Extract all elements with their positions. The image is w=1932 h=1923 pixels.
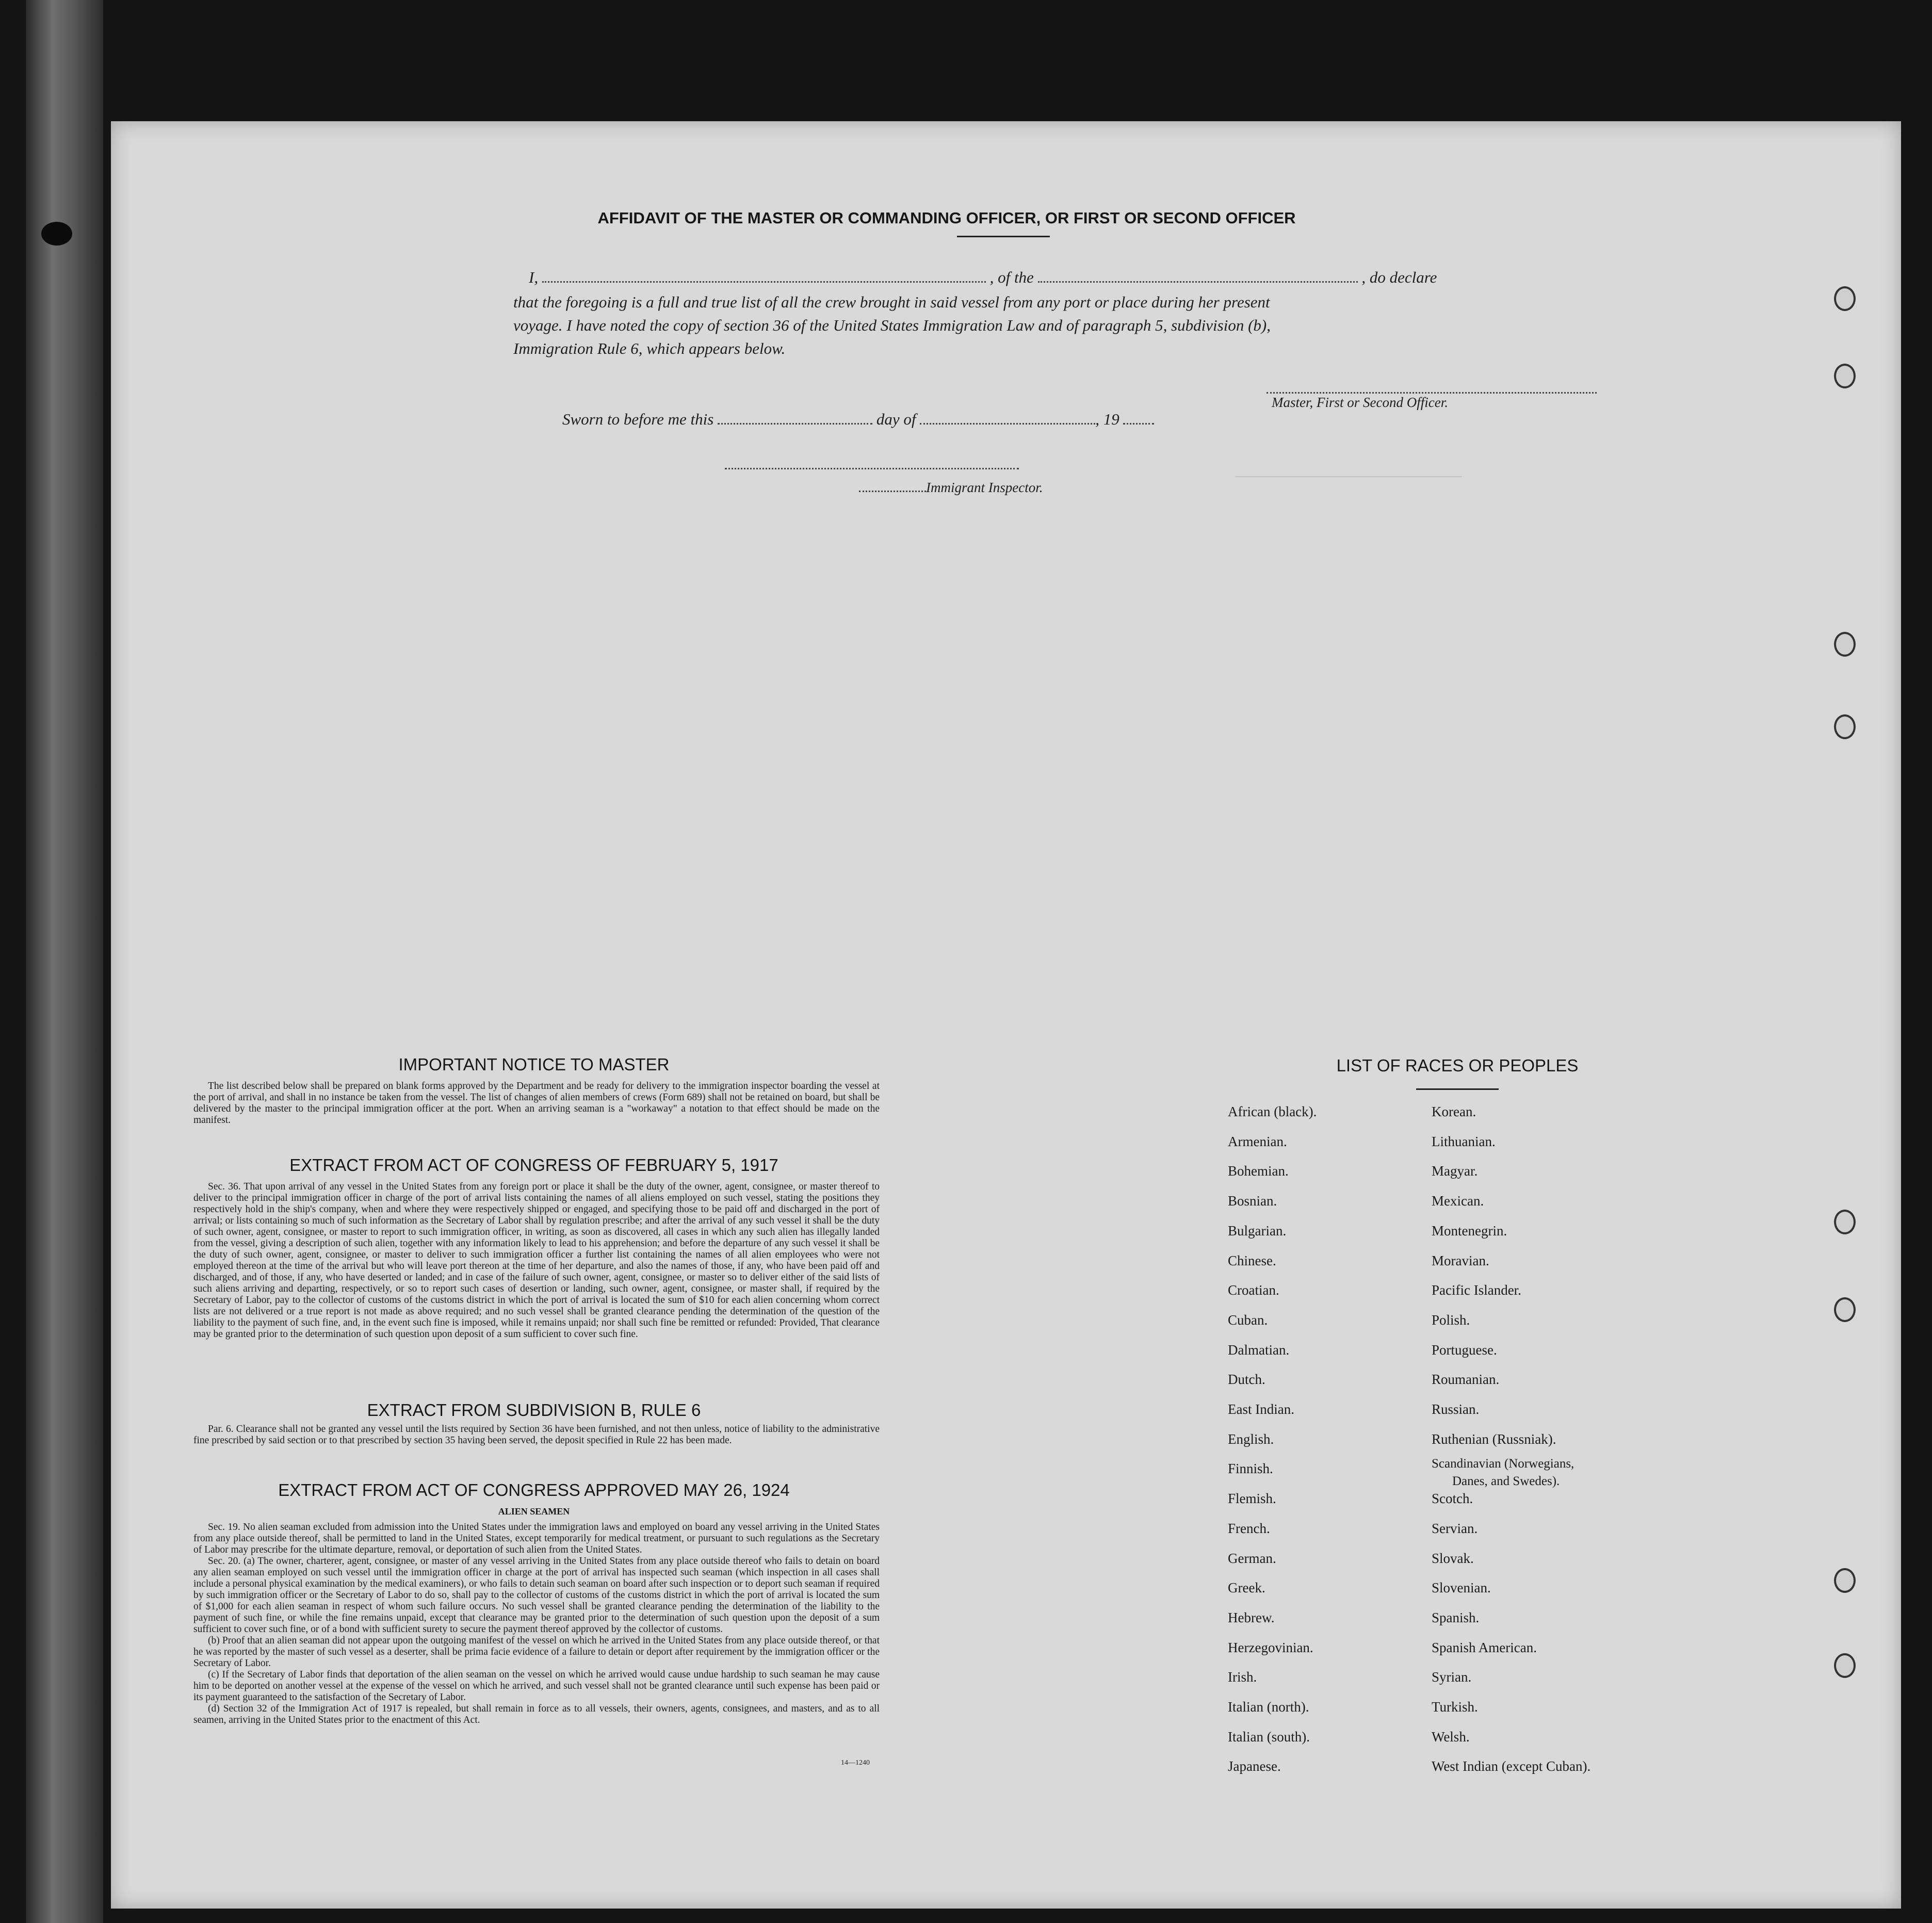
- race-item: Slovenian.: [1432, 1580, 1491, 1596]
- sworn-year: , 19: [1095, 410, 1119, 428]
- title-underline: [957, 236, 1050, 237]
- race-item: African (black).: [1228, 1104, 1317, 1119]
- section-19: Sec. 19. No alien seaman excluded from admission into the United States under the immigration laws and employed on board any vessel arriving in the United States from any place outside thereof, shall be permitted to land in the United States, except temporarily for medical treatment, or pursuant to such regulations as the Secretary of Labor may prescribe for the ultimate departure, removal, or deportation of such alien from the United States.: [193, 1522, 880, 1555]
- race-item: Korean.: [1432, 1104, 1476, 1119]
- race-item: Portuguese.: [1432, 1342, 1497, 1358]
- punch-hole: [1834, 364, 1856, 388]
- signature-blank[interactable]: [1267, 392, 1597, 394]
- punch-hole: [1834, 1210, 1856, 1234]
- punch-hole: [1834, 1568, 1856, 1593]
- race-item: Italian (north).: [1228, 1699, 1309, 1715]
- race-item: Moravian.: [1432, 1252, 1489, 1268]
- sworn-line: [562, 410, 1154, 429]
- race-item: Spanish American.: [1432, 1639, 1537, 1655]
- of-the: , of the: [989, 268, 1034, 286]
- race-item: Japanese.: [1228, 1758, 1281, 1774]
- form-number: 14—1240: [841, 1759, 870, 1767]
- race-item: Danes, and Swedes).: [1452, 1474, 1560, 1489]
- extract-1917-title: EXTRACT FROM ACT OF CONGRESS OF FEBRUARY 5, 1917: [289, 1155, 778, 1175]
- sworn-text: Sworn to before me this: [562, 410, 714, 428]
- punch-hole: [1834, 714, 1856, 739]
- paragraph-6: Par. 6. Clearance shall not be granted any vessel until the lists required by Section 36 have been furnished, and not then unless, notice of liability to the administrative fine prescribed by said section or to that prescribed by section 35 having been served, the deposit specified in Rule 22 has been made.: [193, 1424, 880, 1446]
- name-blank[interactable]: [542, 281, 986, 283]
- race-item: Flemish.: [1228, 1491, 1276, 1507]
- punch-hole: [1834, 1653, 1856, 1678]
- extract-1924-text: [193, 1522, 880, 1726]
- declaration-i: I,: [529, 268, 539, 286]
- rule6-text: [193, 1424, 880, 1446]
- race-item: Lithuanian.: [1432, 1133, 1496, 1149]
- races-title: LIST OF RACES OR PEOPLES: [1336, 1056, 1579, 1075]
- race-item: Italian (south).: [1228, 1729, 1310, 1745]
- race-item: Greek.: [1228, 1580, 1265, 1596]
- alien-seamen-subtitle: ALIEN SEAMEN: [498, 1506, 570, 1517]
- inspector-signature-blank[interactable]: [725, 468, 1019, 469]
- sworn-month-blank[interactable]: [920, 423, 1095, 425]
- race-item: West Indian (except Cuban).: [1432, 1758, 1591, 1774]
- race-item: French.: [1228, 1520, 1270, 1536]
- race-item: Scandinavian (Norwegians,: [1432, 1457, 1574, 1471]
- rule6-title: EXTRACT FROM SUBDIVISION B, RULE 6: [367, 1400, 701, 1420]
- declaration-line-1: [529, 268, 1437, 287]
- declaration-line-4: Immigration Rule 6, which appears below.: [513, 339, 786, 357]
- extract-1917-text: [193, 1181, 880, 1340]
- book-binding: [26, 0, 103, 1923]
- race-item: Dutch.: [1228, 1372, 1265, 1388]
- race-item: Welsh.: [1432, 1729, 1470, 1745]
- race-item: Hebrew.: [1228, 1609, 1275, 1625]
- race-item: Slovak.: [1432, 1550, 1474, 1566]
- section-20a: Sec. 20. (a) The owner, charterer, agent, consignee, or master of any vessel arriving in the United States from any place outside thereof who fails to detain on board any alien seaman employed on such vessel until the immigration officer in charge at the port of arrival has inspected such seaman (which inspection in all cases shall include a personal physical examination by the medical examiners), or who fails to detain such seaman on board after such inspection or to deport such seaman if required by such immigration officer or the Secretary of Labor to do so, shall pay to the collector of customs of the customs district in which the port of arrival is located the sum of $1,000 for each alien seaman in respect of whom such failure occurs. No such vessel shall be granted clearance pending the determination of the liability to the payment of such fine, or while the fine remains unpaid, except that clearance may be granted prior to the determination of such question upon the deposit of a sum sufficient to cover such fine, or of a bond with sufficient surety to secure the payment thereof approved by the collector of customs.: [193, 1556, 880, 1635]
- sworn-year-blank[interactable]: [1123, 423, 1154, 425]
- section-36: Sec. 36. That upon arrival of any vessel in the United States from any foreign port or place it shall be the duty of the owner, agent, consignee, or master thereof to deliver to the principal immigration officer in charge of the port of arrival lists containing the names of all aliens employed on such vessel, stating the positions they respectively hold in the ship's company, when and where they were respectively shipped or engaged, and specifying those to be paid off and discharged in the port of arrival; or lists containing so much of such information as the Secretary of Labor shall by regulation prescribe; and after the arrival of any such vessel it shall be the duty of such owner, agent, consignee, or master to report to such immigration officer, in writing, as soon as discovered, all cases in which any such alien has illegally landed from the vessel, giving a description of such alien, together with any information likely to lead to his apprehension; and before the departure of any such vessel it shall be the duty of such owner, agent, consignee, or master to deliver to such immigration officer a further list containing the names of all alien employees who were not employed thereon at the time of the arrival but who will leave port thereon at the time of her departure, and also the names of those, if any, who have been paid off and discharged, and of those, if any, who have deserted or landed; and in case of the failure of such owner, agent, consignee, or master so to deliver either of the said lists of such aliens arriving and departing, respectively, or so to report such cases of desertion or landing, such owner, agent, consignee, or master shall, if required by the Secretary of Labor, pay to the collector of customs of the customs district in which the port of arrival is located the sum of $10 for each alien concerning whom correct lists are not delivered or a true report is not made as above required; and no such vessel shall be granted clearance pending the determination of the question of the liability to the payment of such fine, and, in the event such fine is imposed, while it remains unpaid; nor shall such fine be remitted or refunded: Provided, That clearance may be granted prior to the determination of such question upon deposit of a sum sufficient to cover such fine.: [193, 1181, 880, 1340]
- race-item: Herzegovinian.: [1228, 1639, 1313, 1655]
- section-20d: (d) Section 32 of the Immigration Act of 1917 is repealed, but shall remain in force as to all vessels, their owners, agents, consignees, and masters, and as to all seamen, arriving in the United States prior to the enactment of this Act.: [193, 1703, 880, 1725]
- race-item: Pacific Islander.: [1432, 1282, 1521, 1298]
- punch-hole: [1834, 1297, 1856, 1322]
- race-item: Irish.: [1228, 1669, 1257, 1685]
- vessel-blank[interactable]: [1038, 281, 1358, 283]
- section-20c: (c) If the Secretary of Labor finds that deportation of the alien seaman on the vessel on which he arrived would cause undue hardship to such seaman he may cause him to be deported on another vessel at the expense of the vessel on which he arrived, and such vessel shall not be granted clearance until such expense has been paid or its payment guaranteed to the satisfaction of the Secretary of Labor.: [193, 1669, 880, 1703]
- affidavit-title: AFFIDAVIT OF THE MASTER OR COMMANDING OFFICER, OR FIRST OR SECOND OFFICER: [597, 209, 1296, 227]
- race-item: Servian.: [1432, 1520, 1478, 1536]
- signature-label: Master, First or Second Officer.: [1272, 395, 1448, 410]
- inspector-line: [859, 480, 1043, 496]
- race-item: Polish.: [1432, 1312, 1470, 1328]
- race-item: Armenian.: [1228, 1133, 1287, 1149]
- race-item: Turkish.: [1432, 1699, 1478, 1715]
- race-item: Finnish.: [1228, 1461, 1273, 1477]
- race-item: Bohemian.: [1228, 1163, 1289, 1179]
- race-item: Montenegrin.: [1432, 1223, 1507, 1238]
- race-item: Cuban.: [1228, 1312, 1268, 1328]
- race-item: Spanish.: [1432, 1609, 1480, 1625]
- race-item: Mexican.: [1432, 1193, 1484, 1209]
- notice-paragraph: The list described below shall be prepared on blank forms approved by the Department and be ready for delivery to the immigration inspector boarding the vessel at the port of arrival, and shall in no instance be taken from the vessel. The list of changes of alien members of crews (Form 689) shall not be retained on board, but shall be delivered by the master to the principal immigration officer at the port. When an arriving seaman is a "workaway" a notation to that effect should be made on the manifest.: [193, 1081, 880, 1126]
- race-item: Chinese.: [1228, 1252, 1276, 1268]
- race-item: Syrian.: [1432, 1669, 1472, 1685]
- race-item: Dalmatian.: [1228, 1342, 1290, 1358]
- document-page: [111, 121, 1901, 1909]
- notice-text: [193, 1081, 880, 1126]
- race-item: East Indian.: [1228, 1401, 1294, 1417]
- sworn-day-blank[interactable]: [718, 423, 872, 425]
- race-item: English.: [1228, 1431, 1274, 1447]
- declaration-line-3: voyage. I have noted the copy of section 36 of the United States Immigration Law and of paragraph 5, subdivision (b),: [513, 316, 1271, 334]
- race-item: German.: [1228, 1550, 1276, 1566]
- inspector-dots: [859, 491, 926, 492]
- bleed-through: ────────────────────────────: [1236, 469, 1462, 485]
- section-20b: (b) Proof that an alien seaman did not appear upon the outgoing manifest of the vessel on which he arrived in the United States from any place outside thereof, or that he was reported by the master of such vessel as a deserter, shall be prima facie evidence of a failure to detain or deport after requirement by the immigration officer or the Secretary of Labor.: [193, 1635, 880, 1669]
- do-declare: , do declare: [1361, 268, 1437, 286]
- declaration-line-2: that the foregoing is a full and true list of all the crew brought in said vessel from any port or place during her present: [513, 293, 1270, 311]
- races-title-underline: [1416, 1088, 1499, 1090]
- race-item: Croatian.: [1228, 1282, 1279, 1298]
- binding-hole: [41, 222, 72, 246]
- punch-hole: [1834, 632, 1856, 657]
- race-item: Roumanian.: [1432, 1372, 1500, 1388]
- race-item: Bulgarian.: [1228, 1223, 1287, 1238]
- race-item: Russian.: [1432, 1401, 1480, 1417]
- inspector-label: Immigrant Inspector.: [926, 480, 1043, 495]
- race-item: Scotch.: [1432, 1491, 1473, 1507]
- punch-hole: [1834, 286, 1856, 311]
- race-item: Bosnian.: [1228, 1193, 1277, 1209]
- race-item: Ruthenian (Russniak).: [1432, 1431, 1556, 1447]
- day-of: day of: [876, 410, 916, 428]
- race-item: Magyar.: [1432, 1163, 1478, 1179]
- notice-title: IMPORTANT NOTICE TO MASTER: [398, 1055, 670, 1074]
- extract-1924-title: EXTRACT FROM ACT OF CONGRESS APPROVED MAY 26, 1924: [278, 1480, 790, 1500]
